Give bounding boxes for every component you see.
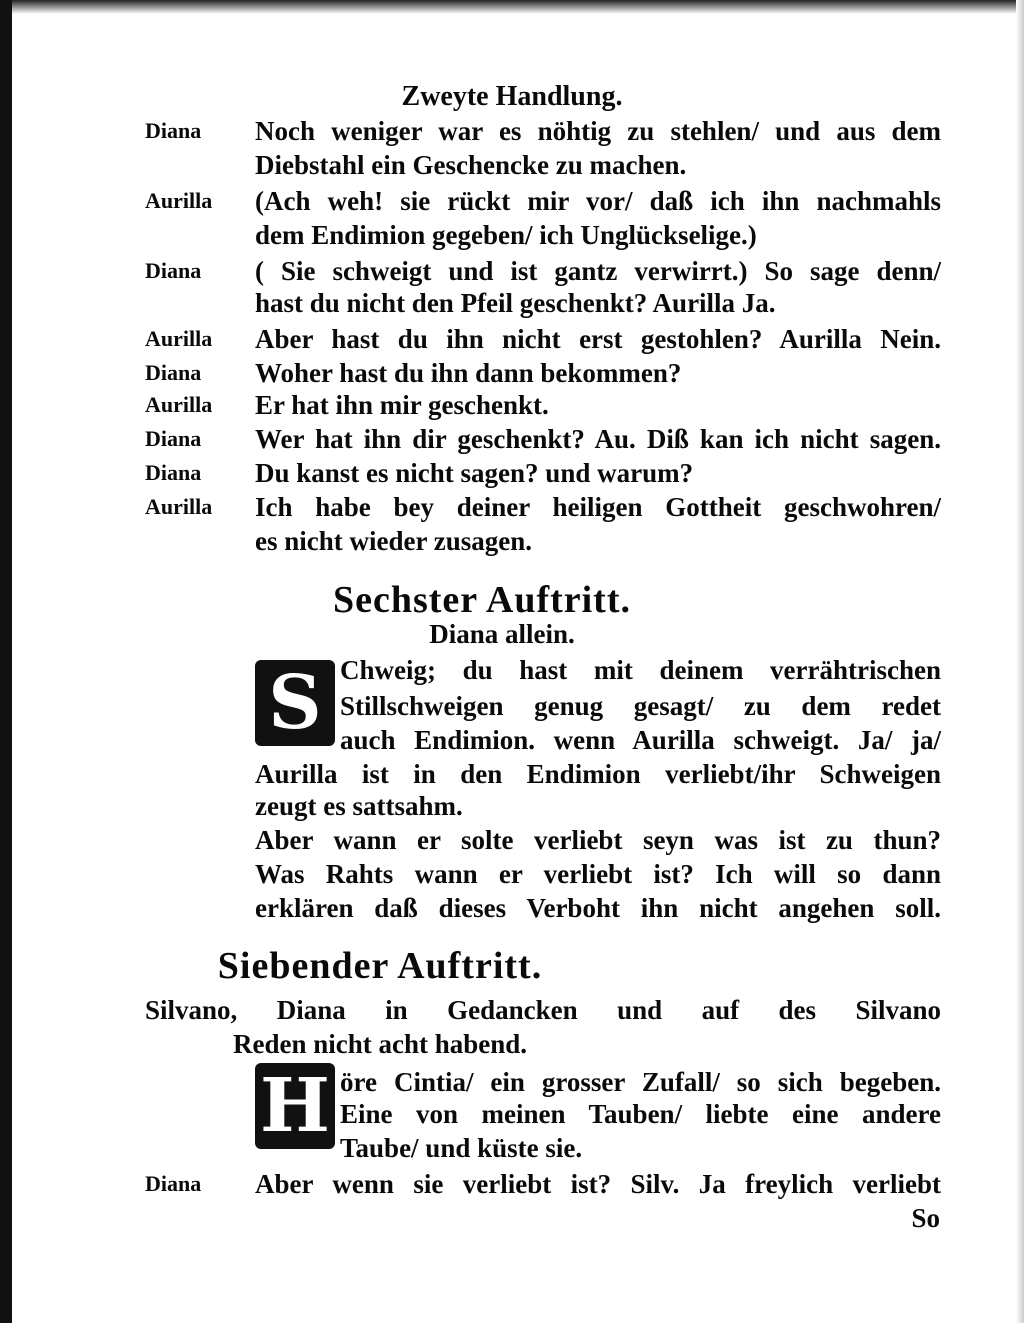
paragraph-line: Was Rahts wann er verliebt ist? Ich will so dann [255, 859, 941, 889]
speaker-label: Diana [145, 460, 202, 485]
paragraph-line: öre Cintia/ ein grosser Zufall/ so sich begeben. [340, 1067, 941, 1097]
dialogue-line: es nicht wieder zusagen. [255, 526, 532, 556]
dialogue-line: dem Endimion gegeben/ ich Unglückselige.) [255, 220, 757, 250]
drop-cap-h: H [255, 1063, 335, 1149]
dialogue-line: Noch weniger war es nöhtig zu stehlen/ und aus dem [255, 116, 941, 146]
speaker-label: Diana [145, 118, 202, 143]
dialogue-line: Du kanst es nicht sagen? und warum? [255, 458, 694, 488]
speaker-label: Aurilla [145, 392, 213, 417]
speaker-label: Aurilla [145, 326, 213, 351]
running-head: Zweyte Handlung. [401, 81, 623, 112]
paragraph-line: Stillschweigen genug gesagt/ zu dem redet [340, 691, 941, 721]
scan-edge-top [0, 0, 1024, 14]
dialogue-line: Wer hat ihn dir geschenkt? Au. Diß kan ich nicht sagen. [255, 424, 941, 454]
dialogue-line: ( Sie schweigt und ist gantz verwirrt.) So sage denn/ [255, 256, 941, 286]
paragraph-line: Aurilla ist in den Endimion verliebt/ihr Schweigen [255, 759, 941, 789]
speaker-label: Aurilla [145, 494, 213, 519]
speaker-label: Diana [145, 1171, 202, 1196]
paragraph-line: Eine von meinen Tauben/ liebte eine andere [340, 1099, 941, 1129]
drop-cap-s: S [255, 660, 335, 746]
paragraph-line: Taube/ und küste sie. [340, 1133, 583, 1163]
catchword: So [911, 1203, 940, 1233]
paragraph-line: Chweig; du hast mit deinem verrähtrischen [340, 655, 941, 685]
dialogue-line: hast du nicht den Pfeil geschenkt? Aurilla Ja. [255, 288, 776, 318]
paragraph-line: zeugt es sattsahm. [255, 791, 463, 821]
scene-6-title: Sechster Auftritt. [332, 579, 631, 621]
scene-7-persons-cont: Reden nicht acht habend. [232, 1029, 528, 1059]
dialogue-line: Aber hast du ihn nicht erst gestohlen? Aurilla Nein. [255, 324, 941, 354]
speaker-label: Diana [145, 258, 202, 283]
speaker-label: Diana [145, 360, 202, 385]
dialogue-line: Woher hast du ihn dann bekommen? [255, 358, 682, 388]
dialogue-line: Ich habe bey deiner heiligen Gottheit geschwohren/ [255, 492, 941, 522]
paragraph-line: auch Endimion. wenn Aurilla schweigt. Ja/ ja/ [340, 725, 941, 755]
scene-7-persons: Silvano, Diana in Gedancken und auf des Silvano [145, 995, 941, 1025]
scan-edge-left [0, 0, 12, 1323]
scan-edge-right [1016, 0, 1024, 1323]
dialogue-line: Er hat ihn mir geschenkt. [255, 390, 549, 420]
scene-7-title: Siebender Auftritt. [217, 945, 543, 987]
dialogue-line: Aber wenn sie verliebt ist? Silv. Ja freylich verliebt [255, 1169, 941, 1199]
dialogue-line: Diebstahl ein Geschencke zu machen. [255, 150, 687, 180]
paragraph-line: erklären daß dieses Verboht ihn nicht angehen soll. [255, 893, 941, 923]
scene-6-subtitle: Diana allein. [429, 619, 575, 649]
speaker-label: Diana [145, 426, 202, 451]
speaker-label: Aurilla [145, 188, 213, 213]
dialogue-line: (Ach weh! sie rückt mir vor/ daß ich ihn nachmahls [255, 186, 941, 216]
paragraph-line: Aber wann er solte verliebt seyn was ist zu thun? [255, 825, 941, 855]
